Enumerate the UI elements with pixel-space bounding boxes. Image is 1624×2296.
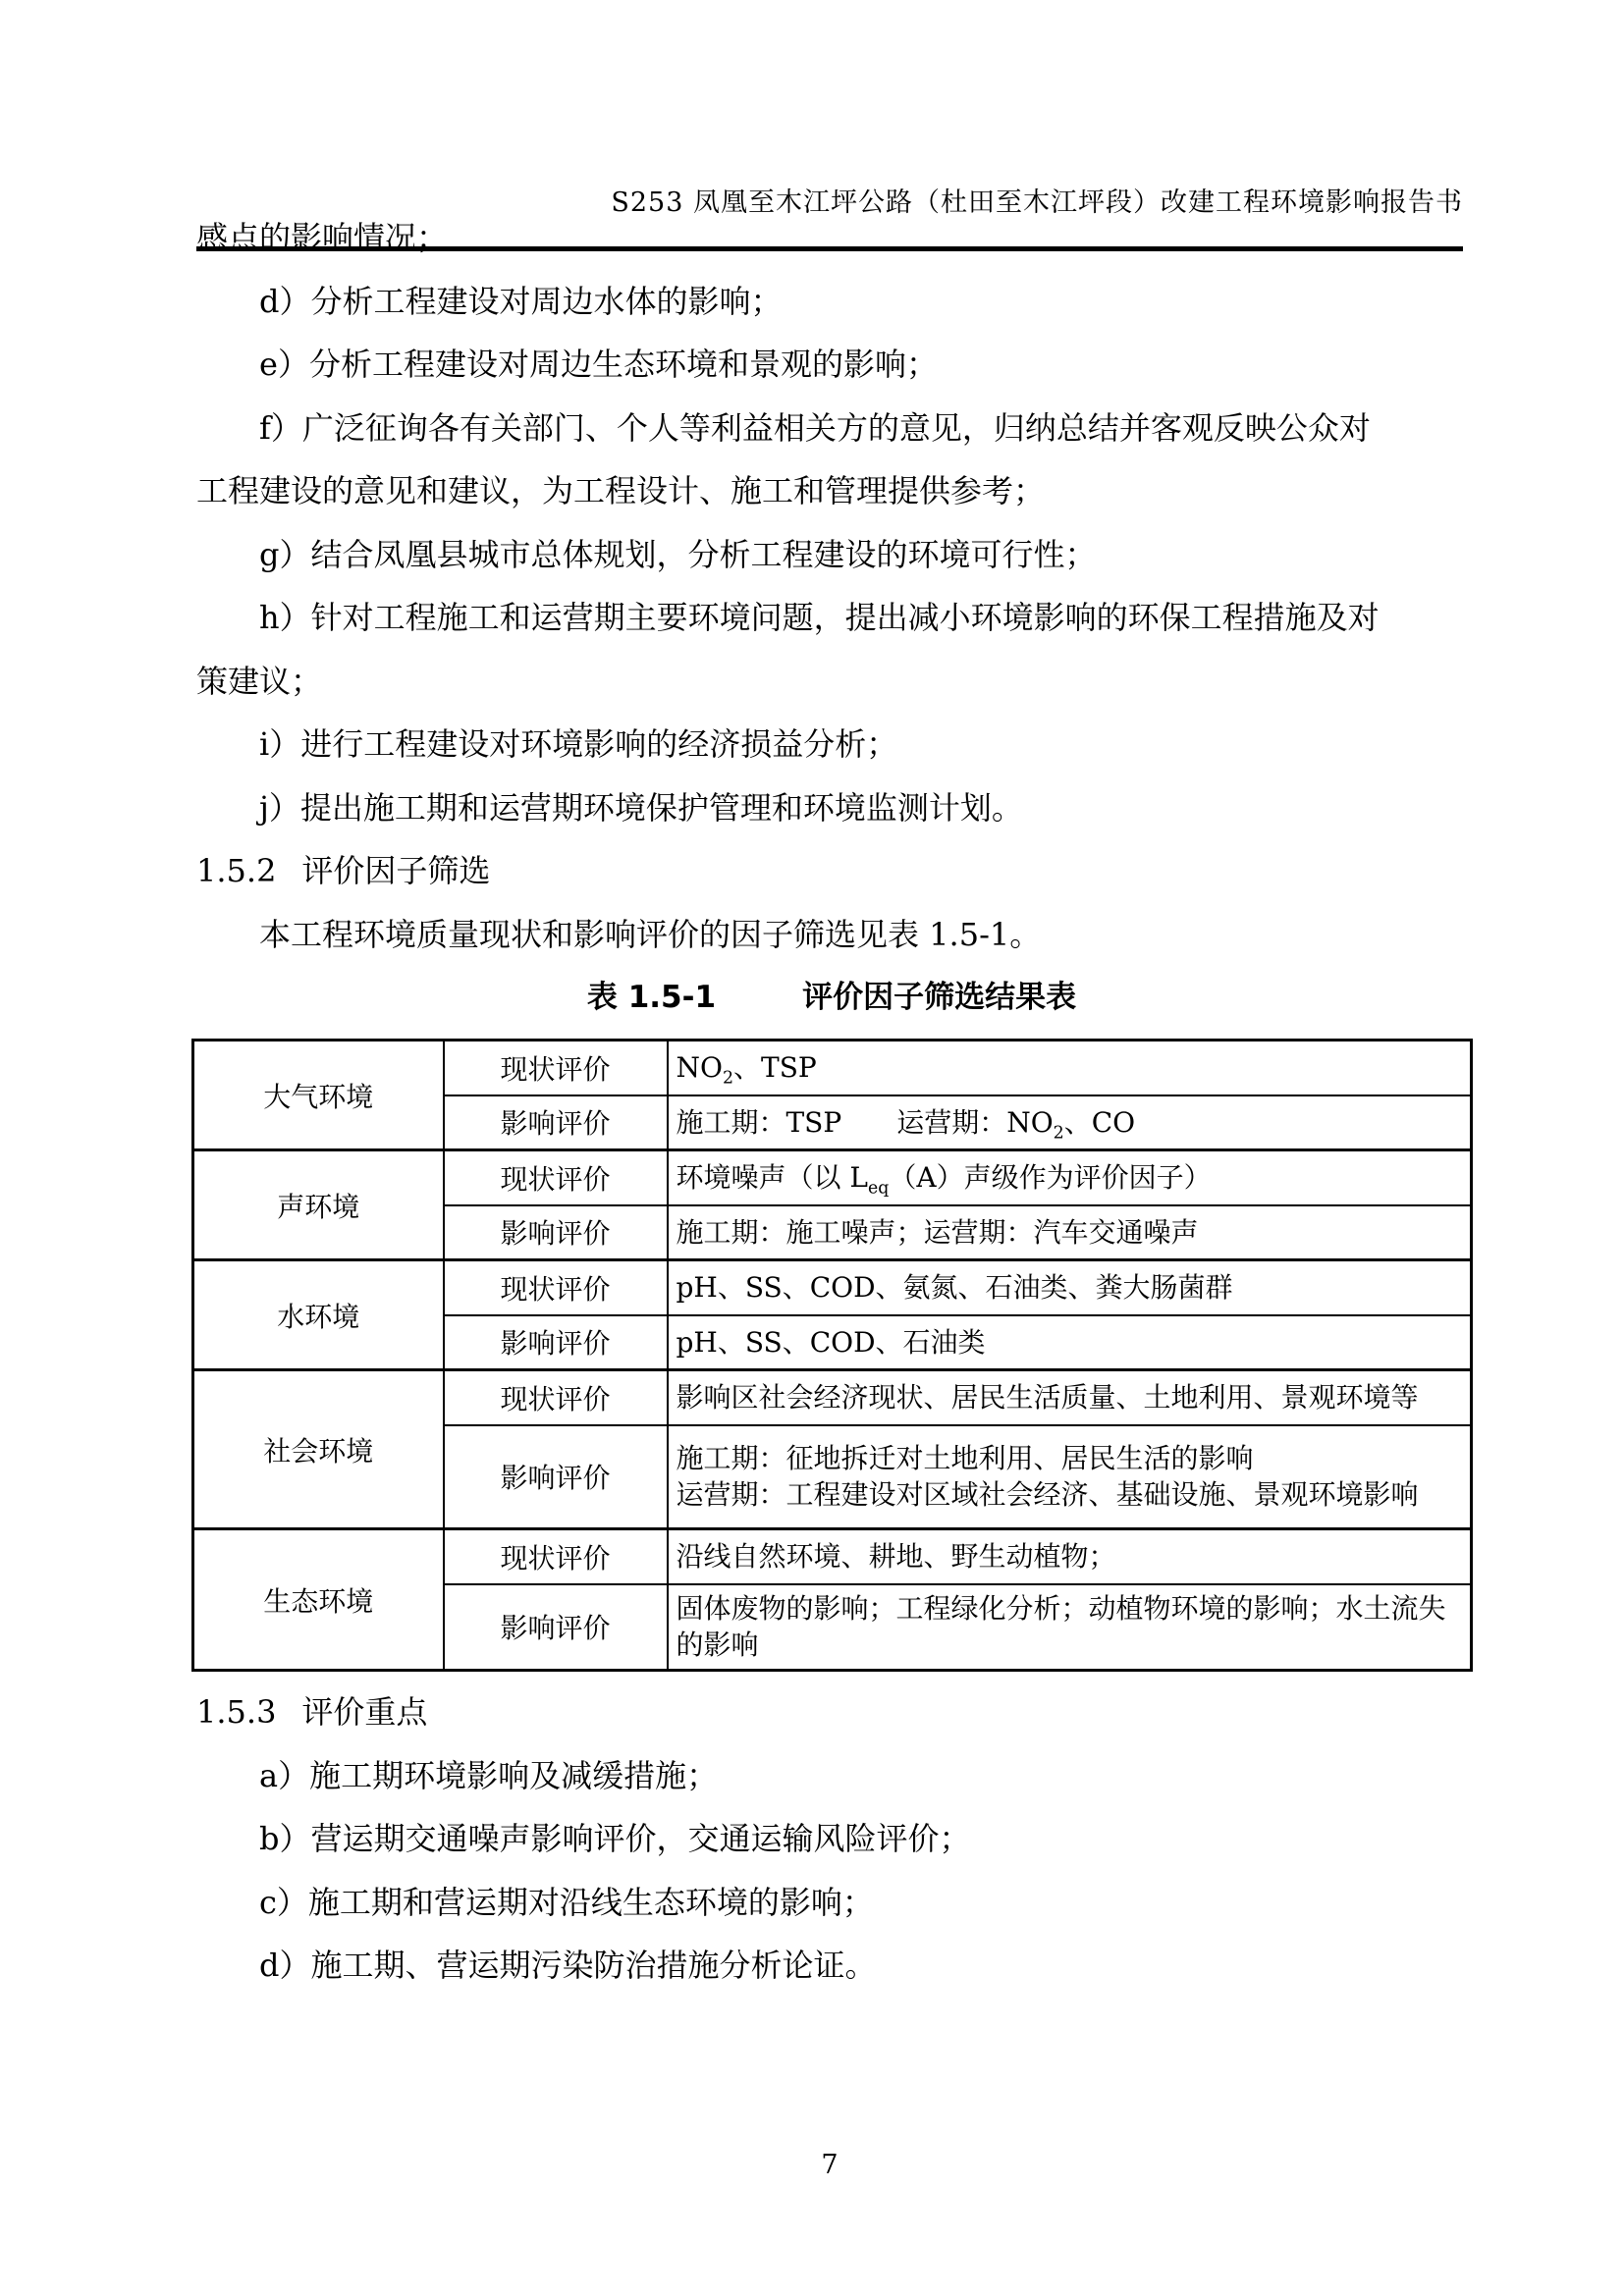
page-header-title: S253 凤凰至木江坪公路（杜田至木江坪段）改建工程环境影响报告书	[611, 187, 1463, 218]
table-cell-value: $NO_2$、TSP	[668, 1041, 1472, 1095]
factor-screening-table	[191, 1039, 1470, 1672]
paragraph-continuation: 感点的影响情况；	[196, 219, 449, 256]
table-cell-row-label: 影响评价	[444, 1425, 668, 1529]
list-item-d2: d）施工期、营运期污染防治措施分析论证。	[259, 1947, 877, 1984]
table-cell-value: 施工期：征地拆迁对土地利用、居民生活的影响 运营期：工程建设对区域社会经济、基础设施、景观环境影响	[668, 1425, 1472, 1529]
section-number: 1.5.3	[196, 1693, 277, 1731]
list-item-j: j）提出施工期和运营期环境保护管理和环境监测计划。	[259, 788, 1023, 827]
table-cell-row-label: 现状评价	[444, 1041, 668, 1095]
table-cell-row-label: 现状评价	[444, 1150, 668, 1205]
list-item-e: e）分析工程建设对周边生态环境和景观的影响；	[259, 346, 938, 383]
table-cell-row-label: 现状评价	[444, 1370, 668, 1425]
table-cell-row-label: 影响评价	[444, 1584, 668, 1671]
table-cell-row-label: 现状评价	[444, 1260, 668, 1315]
table-cell-category-water: 水环境	[193, 1260, 444, 1370]
table-cell-row-label: 影响评价	[444, 1315, 668, 1370]
section-152-intro: 本工程环境质量现状和影响评价的因子筛选见表 1.5-1。	[259, 915, 1042, 953]
table-cell-category-noise: 声环境	[193, 1150, 444, 1260]
section-153-block	[196, 1681, 1467, 1998]
table-cell-row-label: 影响评价	[444, 1205, 668, 1260]
list-item-c: c）施工期和营运期对沿线生态环境的影响；	[259, 1883, 874, 1921]
table-cell-value: 施工期：施工噪声；运营期：汽车交通噪声	[668, 1205, 1472, 1260]
section-number: 1.5.2	[196, 852, 277, 889]
table-cell-value: 施工期：TSP 运营期：$NO_2$、CO	[668, 1095, 1472, 1150]
table-cell-category-social: 社会环境	[193, 1370, 444, 1529]
table-cell-value: pH、SS、COD、石油类	[668, 1315, 1472, 1370]
list-item-a: a）施工期环境影响及减缓措施；	[259, 1756, 719, 1794]
table-row-eco-status	[193, 1529, 1472, 1584]
table-cell-row-label: 影响评价	[444, 1095, 668, 1150]
table-row-air-status	[193, 1041, 1472, 1095]
table-caption	[196, 966, 1467, 1030]
table-caption-label: 表 1.5-1	[586, 980, 717, 1015]
table-cell-value: 环境噪声（以 $L_{eq}(A)$声级作为评价因子）	[668, 1150, 1472, 1205]
table-cell-category-eco: 生态环境	[193, 1529, 444, 1671]
table-row-noise-status	[193, 1150, 1472, 1205]
section-heading-153	[196, 1681, 1467, 1744]
table-cell-value: 沿线自然环境、耕地、野生动植物；	[668, 1529, 1472, 1584]
list-item-i: i）进行工程建设对环境影响的经济损益分析；	[259, 725, 898, 763]
list-item-h: h）针对工程施工和运营期主要环境问题，提出减小环境影响的环保工程措施及对	[259, 599, 1380, 636]
list-item-h-continuation: 策建议；	[196, 662, 323, 700]
table-row-social-status	[193, 1370, 1472, 1425]
table-cell-value: 固体废物的影响；工程绿化分析；动植物环境的影响；水土流失的影响	[668, 1584, 1472, 1671]
list-item-b: b）营运期交通噪声影响评价，交通运输风险评价；	[259, 1820, 971, 1857]
list-item-g: g）结合凤凰县城市总体规划，分析工程建设的环境可行性；	[259, 535, 1097, 573]
section-title: 评价因子筛选	[301, 852, 491, 889]
body-text-block	[196, 206, 1467, 1030]
table-cell-value: 影响区社会经济现状、居民生活质量、土地利用、景观环境等	[668, 1370, 1472, 1425]
table-cell-row-label: 现状评价	[444, 1529, 668, 1584]
list-item-f: f）广泛征询各有关部门、个人等利益相关方的意见，归纳总结并客观反映公众对	[259, 408, 1371, 447]
page-number: 7	[821, 2150, 839, 2180]
section-title: 评价重点	[301, 1693, 428, 1731]
table-row-water-status	[193, 1260, 1472, 1315]
list-item-f-continuation: 工程建设的意见和建议，为工程设计、施工和管理提供参考；	[196, 472, 1046, 509]
list-item-d: d）分析工程建设对周边水体的影响；	[259, 282, 783, 320]
table-cell-category-air: 大气环境	[193, 1041, 444, 1150]
table-cell-value: pH、SS、COD、氨氮、石油类、粪大肠菌群	[668, 1260, 1472, 1315]
section-heading-152	[196, 839, 1467, 903]
table-caption-title: 评价因子筛选结果表	[802, 980, 1077, 1015]
